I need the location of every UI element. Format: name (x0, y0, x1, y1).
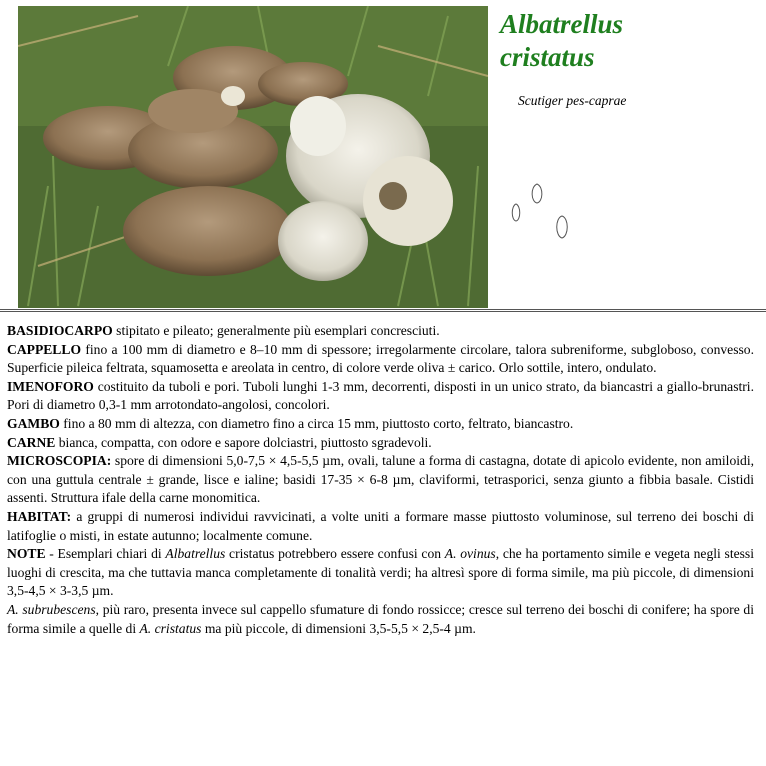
section-habitat: HABITAT: a gruppi di numerosi individui ravvicinati, a volte uniti a formare masse piuttosto voluminose, sul terreno dei boschi di latifoglie o misti, in estate autunno; localmente comune. (7, 508, 754, 543)
separator-line (0, 309, 766, 312)
description (7, 322, 754, 638)
synonym: Scutiger pes-caprae (518, 93, 627, 108)
species-title (500, 8, 760, 74)
section-carne: CARNE bianca, compatta, con odore e sapore dolciastri, piuttosto sgradevoli. (7, 434, 432, 450)
section-imenoforo: IMENOFORO costituito da tuboli e pori. Tuboli lunghi 1-3 mm, decorrenti, disposti in un unico strato, da biancastri a giallo-brunastri. Pori di diametro 0,3-1 mm arrotondato-angolosi, concolori. (7, 378, 754, 413)
section-basidiocarpo: BASIDIOCARPO stipitato e pileato; generalmente più esemplari concresciuti. (7, 323, 440, 338)
section-gambo: GAMBO fino a 80 mm di altezza, con diametro fino a circa 15 mm, piuttosto corto, feltrato, biancastro. (7, 415, 574, 431)
mushroom-photo (18, 6, 488, 308)
mushroom-illustration (18, 6, 488, 308)
title-genus: Albatrellus (500, 9, 624, 39)
section-note: NOTE - Esemplari chiari di Albatrellus cristatus potrebbero essere confusi con A. ovinus, che ha portamento simile e vegeta negli stessi luoghi di crescita, ma che tuttavia manca completamente di tonalità verdi; ha altresì spore di forma simile, ma più piccole, di dimensioni 3,5-4,5 × 3-3,5 µm. (7, 546, 754, 599)
spore-2 (532, 184, 542, 203)
spore-3 (557, 216, 568, 238)
spore-1 (512, 204, 520, 221)
section-microscopia: MICROSCOPIA: spore di dimensioni 5,0-7,5 × 4,5-5,5 µm, ovali, talune a forma di castagna, dotate di apicolo evidente, non amiloidi, con una guttula centrale ± grande, lisce e ialine; basidi 17-35 × 6-8 µm, claviformi, tetrasporici, senza giunto a fibbia basale. Cistidi assenti. Struttura ifale della carne monomitica. (7, 453, 754, 506)
section-cappello: CAPPELLO fino a 100 mm di diametro e 8–10 mm di spessore; irregolarmente circolare, talora subreniforme, subgloboso, convesso. Superficie pileica feltrata, squamosetta e areolata in centro, di colore verde oliva ± carico. Orlo sottile, intero, ondulato. (7, 341, 754, 376)
spore-drawings (505, 180, 585, 250)
title-epithet: cristatus (500, 42, 595, 72)
section-note-2: A. subrubescens, più raro, presenta invece sul cappello sfumature di fondo rossicce; cresce sul terreno dei boschi di conifere; ha spore di forma simile a quelle di A. cristatus ma più piccole, di dimensioni 3,5-5,5 × 2,5-4 µm. (7, 601, 754, 636)
